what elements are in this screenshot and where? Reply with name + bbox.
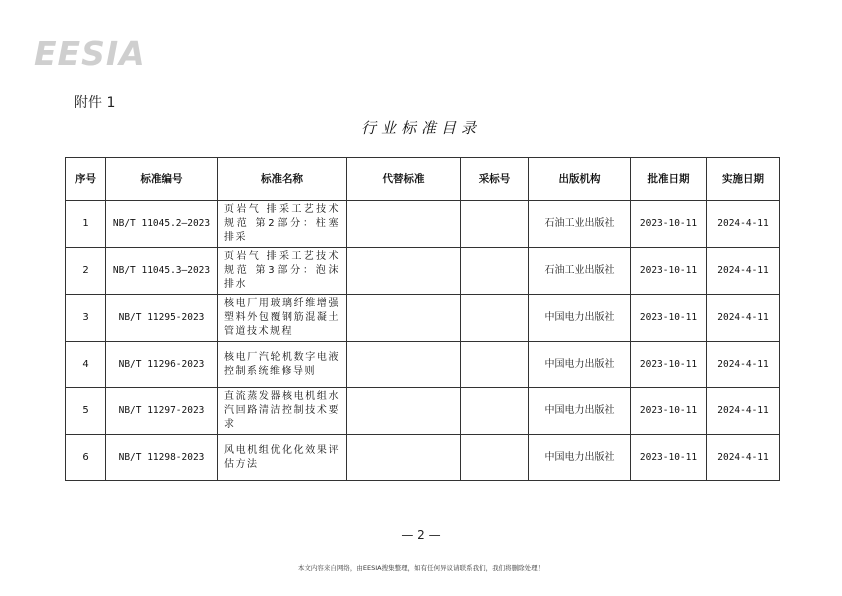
standards-table [65, 157, 780, 481]
cell-replaces [347, 201, 461, 248]
cell-publisher: 中国电力出版社 [529, 295, 631, 342]
cell-code: NB/T 11297-2023 [106, 388, 218, 435]
cell-no: 4 [66, 342, 106, 388]
cell-replaces [347, 388, 461, 435]
page-number: — 2 — [401, 528, 441, 542]
table-header-row [66, 158, 780, 201]
cell-adopted [461, 201, 529, 248]
cell-replaces [347, 435, 461, 481]
cell-approved: 2023-10-11 [631, 342, 707, 388]
cell-adopted [461, 435, 529, 481]
table-row [66, 435, 780, 481]
cell-effective: 2024-4-11 [707, 388, 780, 435]
cell-adopted [461, 248, 529, 295]
cell-effective: 2024-4-11 [707, 295, 780, 342]
cell-publisher: 石油工业出版社 [529, 248, 631, 295]
cell-approved: 2023-10-11 [631, 201, 707, 248]
cell-approved: 2023-10-11 [631, 248, 707, 295]
cell-no: 2 [66, 248, 106, 295]
cell-no: 3 [66, 295, 106, 342]
eesia-logo: EESIA [34, 34, 146, 73]
cell-code: NB/T 11045.3—2023 [106, 248, 218, 295]
table-row [66, 342, 780, 388]
header-publisher: 出版机构 [529, 158, 631, 201]
attachment-label: 附件 1 [74, 95, 116, 111]
cell-name: 风电机组优化化效果评估方法 [218, 435, 347, 481]
header-no: 序号 [66, 158, 106, 201]
cell-approved: 2023-10-11 [631, 435, 707, 481]
cell-publisher: 中国电力出版社 [529, 388, 631, 435]
cell-name: 直流蒸发器核电机组水汽回路清洁控制技术要求 [218, 388, 347, 435]
cell-adopted [461, 388, 529, 435]
cell-replaces [347, 295, 461, 342]
cell-publisher: 中国电力出版社 [529, 435, 631, 481]
header-name: 标准名称 [218, 158, 347, 201]
cell-replaces [347, 248, 461, 295]
cell-name: 页岩气 排采工艺技术规范 第3部分：泡沫排水 [218, 248, 347, 295]
cell-adopted [461, 295, 529, 342]
cell-effective: 2024-4-11 [707, 201, 780, 248]
footer-disclaimer: 本文内容来自网络，由EESIA搜集整理，如有任何异议请联系我们，我们将删除处理！ [297, 564, 545, 572]
cell-replaces [347, 342, 461, 388]
cell-no: 6 [66, 435, 106, 481]
cell-code: NB/T 11298-2023 [106, 435, 218, 481]
table-row [66, 388, 780, 435]
cell-effective: 2024-4-11 [707, 435, 780, 481]
header-effective: 实施日期 [707, 158, 780, 201]
cell-name: 页岩气 排采工艺技术规范 第2部分：柱塞排采 [218, 201, 347, 248]
cell-approved: 2023-10-11 [631, 295, 707, 342]
cell-code: NB/T 11045.2—2023 [106, 201, 218, 248]
cell-adopted [461, 342, 529, 388]
cell-effective: 2024-4-11 [707, 342, 780, 388]
table-row [66, 248, 780, 295]
cell-name: 核电厂用玻璃纤维增强塑料外包覆钢筋混凝土管道技术规程 [218, 295, 347, 342]
cell-effective: 2024-4-11 [707, 248, 780, 295]
table-row [66, 295, 780, 342]
header-replaces: 代替标准 [347, 158, 461, 201]
cell-publisher: 中国电力出版社 [529, 342, 631, 388]
cell-no: 1 [66, 201, 106, 248]
cell-approved: 2023-10-11 [631, 388, 707, 435]
table-row [66, 201, 780, 248]
cell-code: NB/T 11296-2023 [106, 342, 218, 388]
cell-code: NB/T 11295-2023 [106, 295, 218, 342]
header-approved: 批准日期 [631, 158, 707, 201]
header-adopted: 采标号 [461, 158, 529, 201]
header-code: 标准编号 [106, 158, 218, 201]
cell-no: 5 [66, 388, 106, 435]
cell-name: 核电厂汽轮机数字电液控制系统维修导则 [218, 342, 347, 388]
cell-publisher: 石油工业出版社 [529, 201, 631, 248]
page-title: 行业标准目录 [360, 119, 481, 137]
